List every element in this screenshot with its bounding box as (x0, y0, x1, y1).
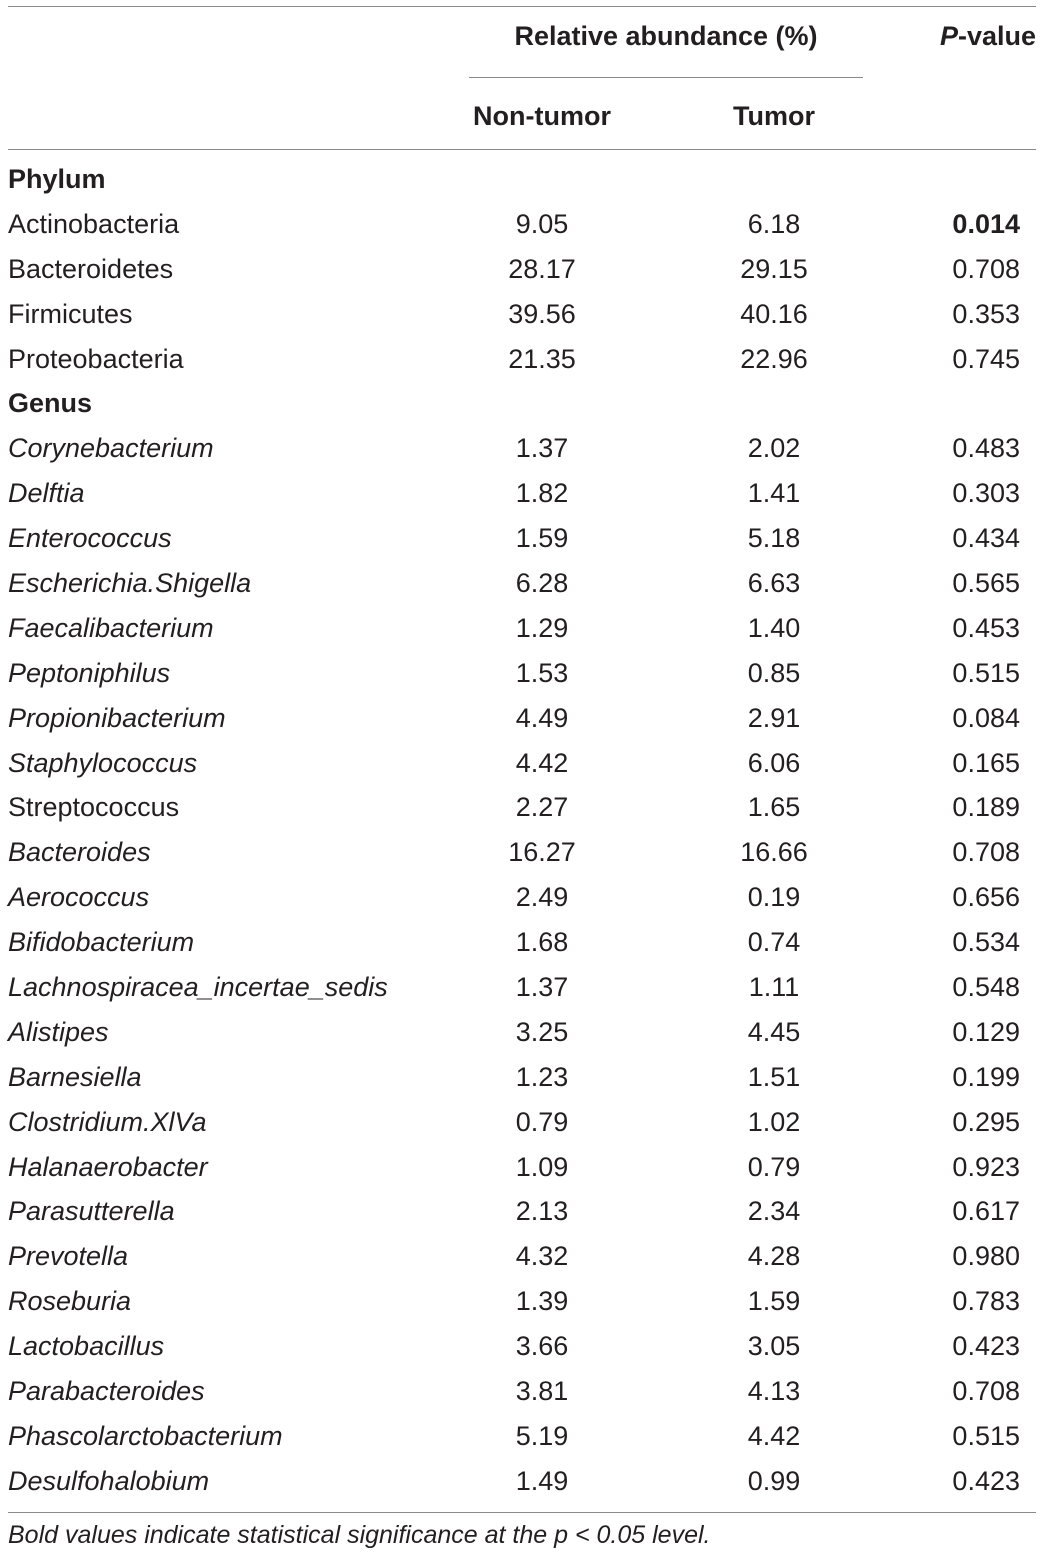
p-value: 0.534 (952, 927, 1020, 958)
p-value: 0.980 (952, 1241, 1020, 1272)
non-tumor-value: 1.68 (515, 927, 569, 958)
header-tumor: Tumor (733, 101, 815, 131)
table-row (8, 517, 1036, 562)
table-row (8, 338, 1036, 383)
tumor-value: 6.63 (747, 568, 801, 599)
taxon-name: Prevotella (8, 1241, 129, 1272)
tumor-value: 16.66 (740, 837, 808, 868)
non-tumor-value: 3.66 (515, 1331, 569, 1362)
taxon-name: Firmicutes (8, 298, 133, 329)
p-value: 0.708 (952, 253, 1020, 284)
non-tumor-value: 3.81 (515, 1376, 569, 1407)
table-row (8, 876, 1036, 921)
non-tumor-value: 1.37 (515, 972, 569, 1003)
table-row (8, 652, 1036, 697)
tumor-value: 29.15 (740, 253, 808, 284)
table-row (8, 786, 1036, 831)
non-tumor-value: 39.56 (508, 298, 576, 329)
table-row (8, 921, 1036, 966)
header-rule (8, 149, 1036, 150)
p-value: 0.548 (952, 972, 1020, 1003)
taxon-name: Parabacteroides (8, 1376, 205, 1407)
taxon-name: Actinobacteria (8, 208, 180, 239)
taxon-name: Bacteroides (8, 837, 151, 868)
taxon-name: Desulfohalobium (8, 1465, 210, 1496)
tumor-value: 4.42 (747, 1420, 801, 1451)
non-tumor-value: 1.49 (515, 1465, 569, 1496)
taxon-name: Bacteroidetes (8, 253, 174, 284)
p-value: 0.165 (952, 747, 1020, 778)
table-row (8, 1370, 1036, 1415)
non-tumor-value: 1.39 (515, 1286, 569, 1317)
p-value: 0.923 (952, 1151, 1020, 1182)
p-value: 0.353 (952, 298, 1020, 329)
tumor-value: 6.06 (747, 747, 801, 778)
p-value: 0.483 (952, 433, 1020, 464)
tumor-value: 1.02 (747, 1106, 801, 1137)
section-header-row (8, 382, 1036, 427)
taxon-name: Clostridium.XlVa (8, 1106, 207, 1137)
non-tumor-value: 1.82 (515, 478, 569, 509)
p-value: 0.434 (952, 523, 1020, 554)
non-tumor-value: 2.49 (515, 882, 569, 913)
header-relative-abundance: Relative abundance (%) (514, 21, 818, 51)
header-non-tumor: Non-tumor (473, 101, 611, 131)
taxon-name: Enterococcus (8, 523, 172, 554)
tumor-value: 2.34 (747, 1196, 801, 1227)
taxon-name: Staphylococcus (8, 747, 198, 778)
non-tumor-value: 1.23 (515, 1061, 569, 1092)
p-value: 0.014 (952, 208, 1020, 239)
tumor-value: 1.51 (747, 1061, 801, 1092)
table-row (8, 427, 1036, 472)
table-row (8, 1235, 1036, 1280)
table-row (8, 1325, 1036, 1370)
tumor-value: 4.45 (747, 1016, 801, 1047)
non-tumor-value: 16.27 (508, 837, 576, 868)
table-row (8, 562, 1036, 607)
non-tumor-value: 6.28 (515, 568, 569, 599)
table-body (8, 158, 1036, 1505)
table-row (8, 1280, 1036, 1325)
taxon-name: Aerococcus (8, 882, 150, 913)
table-row (8, 1056, 1036, 1101)
p-value: 0.303 (952, 478, 1020, 509)
table-row (8, 966, 1036, 1011)
tumor-value: 3.05 (747, 1331, 801, 1362)
taxon-name: Delftia (8, 478, 85, 509)
table-row (8, 1190, 1036, 1235)
non-tumor-value: 9.05 (515, 208, 569, 239)
tumor-value: 5.18 (747, 523, 801, 554)
pvalue-italic-p: P (939, 21, 958, 51)
taxon-name: Roseburia (8, 1286, 132, 1317)
tumor-value: 6.18 (747, 208, 801, 239)
bottom-rule (8, 1512, 1036, 1513)
table-row (8, 248, 1036, 293)
taxon-name: Propionibacterium (8, 702, 226, 733)
taxon-name: Proteobacteria (8, 343, 184, 374)
taxon-name: Parasutterella (8, 1196, 175, 1227)
p-value: 0.565 (952, 568, 1020, 599)
taxon-name: Faecalibacterium (8, 612, 214, 643)
p-value: 0.708 (952, 1376, 1020, 1407)
p-value: 0.708 (952, 837, 1020, 868)
table-row (8, 1011, 1036, 1056)
table-row (8, 203, 1036, 248)
tumor-value: 0.19 (747, 882, 801, 913)
non-tumor-value: 3.25 (515, 1016, 569, 1047)
taxon-name: Peptoniphilus (8, 657, 171, 688)
tumor-value: 0.79 (747, 1151, 801, 1182)
taxon-name: Alistipes (8, 1016, 109, 1047)
tumor-value: 40.16 (740, 298, 808, 329)
group-span-rule (469, 77, 863, 78)
non-tumor-value: 4.32 (515, 1241, 569, 1272)
section-label: Genus (8, 388, 93, 419)
non-tumor-value: 4.42 (515, 747, 569, 778)
tumor-value: 2.02 (747, 433, 801, 464)
table-row (8, 1146, 1036, 1191)
non-tumor-value: 1.59 (515, 523, 569, 554)
tumor-value: 1.41 (747, 478, 801, 509)
tumor-value: 22.96 (740, 343, 808, 374)
non-tumor-value: 1.53 (515, 657, 569, 688)
non-tumor-value: 21.35 (508, 343, 576, 374)
taxon-name: Streptococcus (8, 792, 180, 823)
p-value: 0.189 (952, 792, 1020, 823)
p-value: 0.617 (952, 1196, 1020, 1227)
p-value: 0.453 (952, 612, 1020, 643)
tumor-value: 4.28 (747, 1241, 801, 1272)
tumor-value: 1.40 (747, 612, 801, 643)
table-row (8, 607, 1036, 652)
non-tumor-value: 4.49 (515, 702, 569, 733)
p-value: 0.423 (952, 1331, 1020, 1362)
p-value: 0.745 (952, 343, 1020, 374)
non-tumor-value: 1.09 (515, 1151, 569, 1182)
tumor-value: 1.65 (747, 792, 801, 823)
tumor-value: 0.74 (747, 927, 801, 958)
taxon-name: Halanaerobacter (8, 1151, 208, 1182)
table-row (8, 742, 1036, 787)
table-footnote: Bold values indicate statistical significance at the p < 0.05 level. (8, 1521, 711, 1549)
section-header-row (8, 158, 1036, 203)
tumor-value: 0.85 (747, 657, 801, 688)
section-label: Phylum (8, 164, 106, 194)
non-tumor-value: 2.13 (515, 1196, 569, 1227)
p-value: 0.515 (952, 657, 1020, 688)
tumor-value: 0.99 (747, 1465, 801, 1496)
non-tumor-value: 28.17 (508, 253, 576, 284)
table-row (8, 293, 1036, 338)
p-value: 0.783 (952, 1286, 1020, 1317)
taxon-name: Corynebacterium (8, 433, 214, 464)
taxon-name: Lachnospiracea_incertae_sedis (8, 972, 388, 1003)
non-tumor-value: 2.27 (515, 792, 569, 823)
non-tumor-value: 1.37 (515, 433, 569, 464)
table-row (8, 1460, 1036, 1505)
tumor-value: 1.11 (748, 972, 800, 1003)
p-value: 0.129 (952, 1016, 1020, 1047)
taxon-name: Barnesiella (8, 1061, 142, 1092)
top-rule (8, 6, 1036, 7)
tumor-value: 4.13 (747, 1376, 801, 1407)
taxon-name: Phascolarctobacterium (8, 1420, 283, 1451)
table-row (8, 472, 1036, 517)
p-value: 0.295 (952, 1106, 1020, 1137)
table-row (8, 697, 1036, 742)
non-tumor-value: 1.29 (515, 612, 569, 643)
tumor-value: 2.91 (747, 702, 801, 733)
table-row (8, 1415, 1036, 1460)
p-value: 0.084 (952, 702, 1020, 733)
taxon-name: Escherichia.Shigella (8, 568, 252, 599)
p-value: 0.423 (952, 1465, 1020, 1496)
p-value: 0.515 (952, 1420, 1020, 1451)
header-pvalue (940, 21, 1036, 52)
table-row (8, 831, 1036, 876)
table-row (8, 1101, 1036, 1146)
p-value: 0.199 (952, 1061, 1020, 1092)
taxon-name: Bifidobacterium (8, 927, 195, 958)
non-tumor-value: 0.79 (515, 1106, 569, 1137)
pvalue-suffix: -value (957, 21, 1036, 51)
non-tumor-value: 5.19 (515, 1420, 569, 1451)
p-value: 0.656 (952, 882, 1020, 913)
taxon-name: Lactobacillus (8, 1331, 165, 1362)
tumor-value: 1.59 (747, 1286, 801, 1317)
